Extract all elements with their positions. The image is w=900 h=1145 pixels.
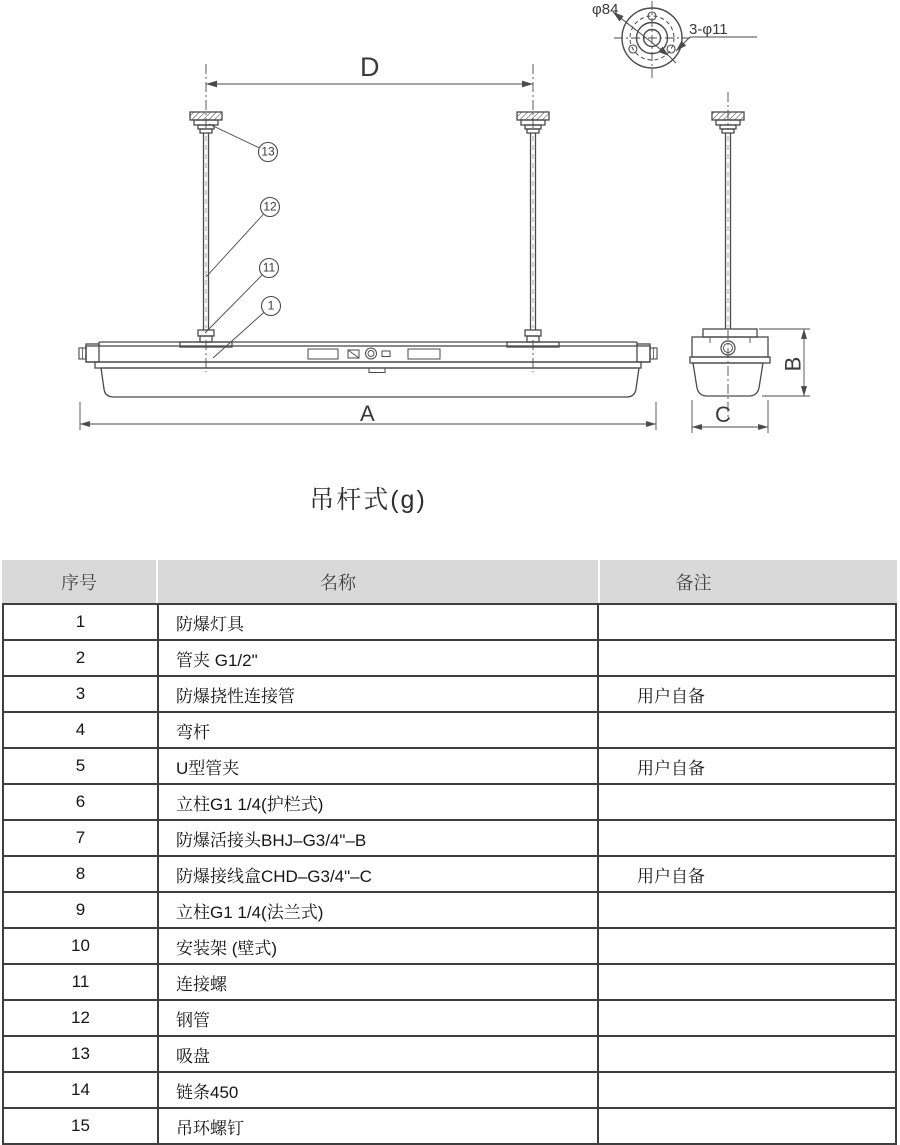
- header-index-label: 序号: [61, 572, 97, 593]
- front-view: [79, 64, 728, 430]
- table-row: [4, 713, 895, 749]
- row-remark-cell: [599, 1001, 895, 1035]
- row-index-cell: 2: [4, 641, 159, 675]
- row-index-cell: 13: [4, 1037, 159, 1071]
- table-row: [4, 749, 895, 785]
- row-index-cell: 10: [4, 929, 159, 963]
- table-row: [4, 677, 895, 713]
- table-row: [4, 1109, 895, 1145]
- table-row: [4, 929, 895, 965]
- row-remark-cell: [599, 785, 895, 819]
- table-row: [4, 785, 895, 821]
- row-remark-cell: [599, 821, 895, 855]
- dim-label-a: A: [360, 401, 375, 426]
- table-row: [4, 893, 895, 929]
- row-name-cell: 安装架 (壁式): [159, 929, 599, 963]
- callout-12: 12: [263, 199, 277, 214]
- fixture-body: [79, 342, 657, 397]
- flange-detail: [613, 1, 757, 78]
- row-index-cell: 1: [4, 605, 159, 639]
- row-name-cell: 弯杆: [159, 713, 599, 747]
- row-name-cell: 立柱G1 1/4(护栏式): [159, 785, 599, 819]
- row-name-cell: 立柱G1 1/4(法兰式): [159, 893, 599, 927]
- table-row: [4, 641, 895, 677]
- row-index-cell: 14: [4, 1073, 159, 1107]
- row-index-cell: 8: [4, 857, 159, 891]
- row-name-cell: 防爆灯具: [159, 605, 599, 639]
- table-row: [4, 965, 895, 1001]
- row-remark-cell: [599, 893, 895, 927]
- row-remark-cell: 用户自备: [637, 686, 705, 706]
- row-index-cell: 7: [4, 821, 159, 855]
- hanger-side: [712, 112, 744, 329]
- table-row: [4, 1037, 895, 1073]
- row-remark-cell: [599, 1073, 895, 1107]
- table-row: [4, 605, 895, 641]
- row-index-cell: 12: [4, 1001, 159, 1035]
- row-index-cell: 9: [4, 893, 159, 927]
- row-name-cell: 吸盘: [159, 1037, 599, 1071]
- row-name-cell: 钢管: [159, 1001, 599, 1035]
- dim-label-c: C: [715, 402, 731, 427]
- row-name-cell: U型管夹: [159, 749, 599, 783]
- table-row: [4, 1073, 895, 1109]
- table-row: [4, 821, 895, 857]
- row-name-cell: 管夹 G1/2": [159, 641, 599, 675]
- row-remark-cell: [599, 713, 895, 747]
- header-remark-label: 备注: [675, 572, 712, 593]
- header-name-label: 名称: [320, 572, 356, 593]
- row-name-cell: 吊环螺钉: [159, 1109, 599, 1143]
- row-index-cell: 6: [4, 785, 159, 819]
- row-remark-cell: [599, 641, 895, 675]
- header-name: [158, 560, 598, 603]
- callout-13: 13: [261, 144, 275, 159]
- flange-holes-label: 3-φ11: [689, 21, 728, 38]
- row-name-cell: 连接螺: [159, 965, 599, 999]
- row-name-cell: 防爆活接头BHJ–G3/4"–B: [159, 821, 599, 855]
- dim-label-b: B: [780, 356, 806, 372]
- table-row: [4, 857, 895, 893]
- header-index: [2, 560, 156, 603]
- technical-drawing: [0, 0, 900, 560]
- drawing-caption: 吊杆式(g): [309, 486, 427, 514]
- row-remark-cell: 用户自备: [637, 758, 705, 778]
- side-view: [690, 112, 810, 433]
- row-remark-cell: [599, 1037, 895, 1071]
- row-remark-cell: 用户自备: [637, 866, 705, 886]
- row-name-cell: 防爆接线盒CHD–G3/4"–C: [159, 857, 599, 891]
- row-name-cell: 防爆挠性连接管: [159, 677, 599, 711]
- callout-1: 1: [267, 298, 275, 313]
- row-index-cell: 4: [4, 713, 159, 747]
- flange-diameter-label: φ84: [592, 1, 619, 18]
- callout-bubbles: [259, 143, 281, 316]
- row-index-cell: 15: [4, 1109, 159, 1143]
- row-index-cell: 3: [4, 677, 159, 711]
- parts-table-body: [2, 603, 897, 1145]
- row-remark-cell: [599, 929, 895, 963]
- parts-table: [2, 560, 897, 1145]
- row-remark-cell: [599, 1109, 895, 1143]
- hanger-left: [180, 112, 232, 347]
- parts-table-header: [2, 560, 897, 603]
- row-remark-cell: [599, 965, 895, 999]
- dim-label-d: D: [360, 52, 380, 82]
- centerlines: [206, 64, 728, 420]
- hanger-right: [507, 112, 559, 347]
- header-remark: [600, 560, 897, 603]
- row-name-cell: 链条450: [159, 1073, 599, 1107]
- callout-11: 11: [262, 260, 276, 275]
- row-index-cell: 11: [4, 965, 159, 999]
- table-row: [4, 1001, 895, 1037]
- row-remark-cell: [599, 605, 895, 639]
- row-index-cell: 5: [4, 749, 159, 783]
